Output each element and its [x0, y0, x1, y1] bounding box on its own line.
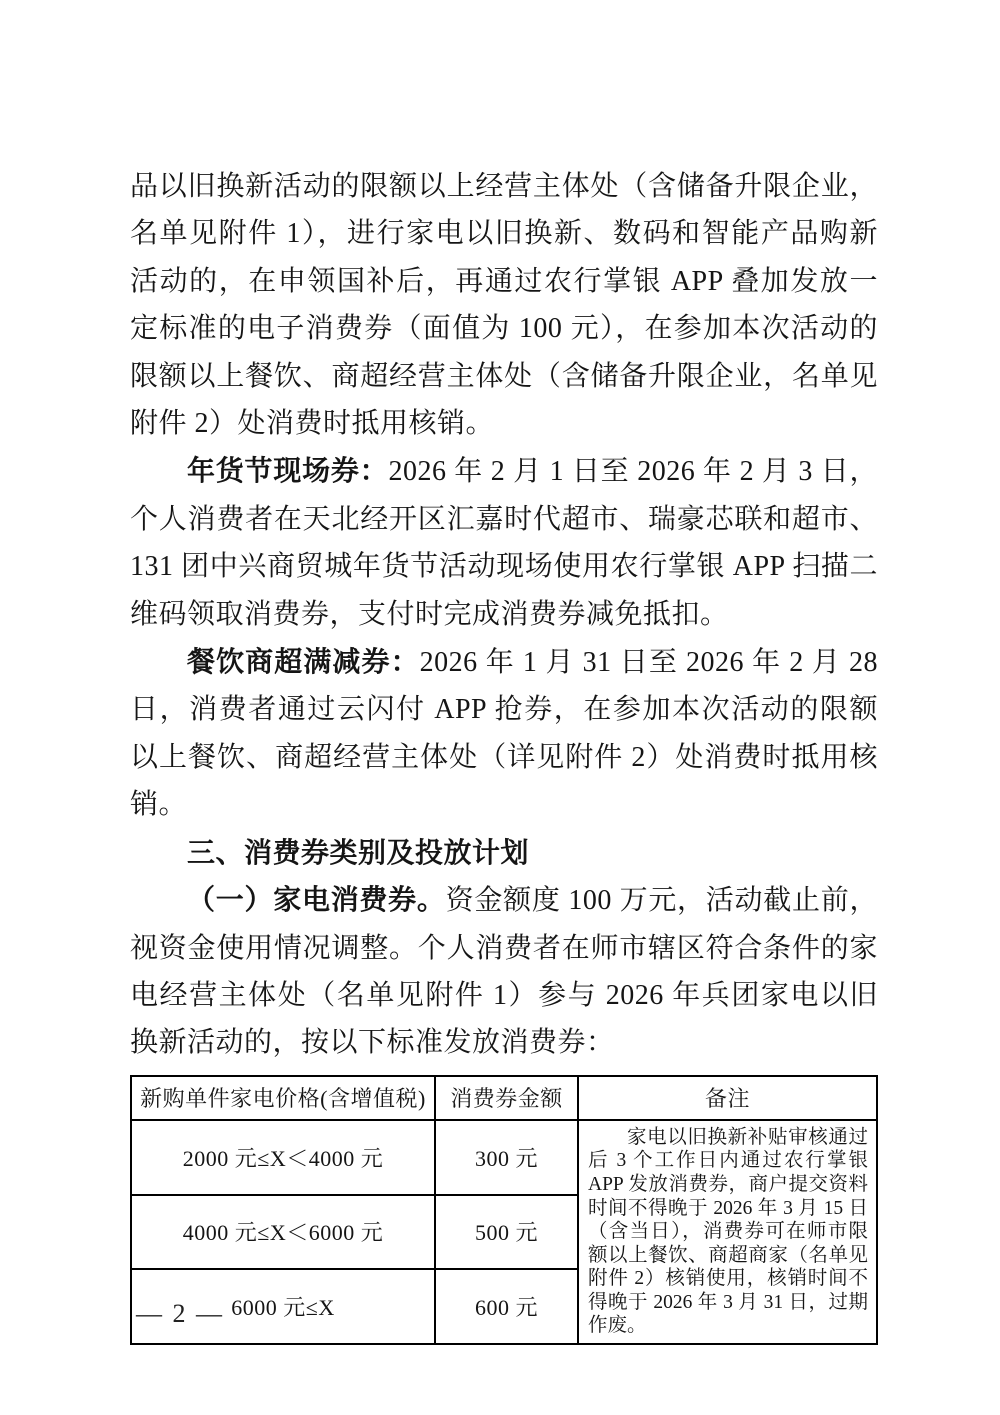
remark-cell: 家电以旧换新补贴审核通过后 3 个工作日内通过农行掌银 APP 发放消费券，商户提交资料时间不得晚于 2026 年 3 月 15 日（含当日），消费券可在师市限额以上餐饮、商超商家（名单见附件 2）核销使用，核销时间不得晚于 2026 年 3 月 31 日，过期作废。: [578, 1120, 877, 1344]
subsection-paragraph: [130, 876, 878, 1067]
column-header-price: 新购单件家电价格(含增值税): [131, 1076, 435, 1120]
body-paragraph: [130, 447, 878, 638]
column-header-remark: 备注: [578, 1076, 877, 1120]
body-paragraph: [130, 638, 878, 829]
paragraph-text: 品以旧换新活动的限额以上经营主体处（含储备升限企业，名单见附件 1），进行家电以旧换新、数码和智能产品购新活动的，在申领国补后，再通过农行掌银 APP 叠加发放一定标准的电子消费券（面值为 100 元），在参加本次活动的限额以上餐饮、商超经营主体处（含储备升限企业，名单见附件 2）处消费时抵用核销。: [130, 171, 878, 440]
table-header-row: [131, 1076, 877, 1120]
page-number: — 2 —: [136, 1299, 224, 1328]
section-heading: 三、消费券类别及投放计划: [187, 836, 530, 868]
paragraph-lead: 餐饮商超满减券：: [187, 646, 420, 678]
voucher-table: [130, 1075, 878, 1345]
voucher-amount-cell: 300 元: [435, 1120, 578, 1195]
table-row: [131, 1120, 877, 1195]
subsection-lead: （一）家电消费券。: [187, 884, 446, 916]
voucher-amount-cell: 500 元: [435, 1195, 578, 1270]
price-range-cell: 2000 元≤X＜4000 元: [131, 1120, 435, 1195]
paragraph-lead: 年货节现场券：: [187, 455, 389, 487]
price-range-cell: 6000 元≤X: [131, 1269, 435, 1344]
column-header-amount: 消费券金额: [435, 1076, 578, 1120]
voucher-amount-cell: 600 元: [435, 1269, 578, 1344]
document-content: [130, 162, 878, 1345]
subsection-text: 资金额度 100 万元，活动截止前，视资金使用情况调整。个人消费者在师市辖区符合条件的家电经营主体处（名单见附件 1）参与 2026 年兵团家电以旧换新活动的，按以下标准发放消费券：: [130, 885, 878, 1059]
paragraph-text: 2026 年 1 月 31 日至 2026 年 2 月 28 日，消费者通过云闪付 APP 抢券，在参加本次活动的限额以上餐饮、商超经营主体处（详见附件 2）处消费时抵用核销。: [130, 647, 878, 821]
body-paragraph: [130, 162, 878, 447]
price-range-cell: 4000 元≤X＜6000 元: [131, 1195, 435, 1270]
paragraph-text: 2026 年 2 月 1 日至 2026 年 2 月 3 日，个人消费者在天北经开区汇嘉时代超市、瑞豪芯联和超市、131 团中兴商贸城年货节活动现场使用农行掌银 APP 扫描二维码领取消费券，支付时完成消费券减免抵扣。: [130, 456, 878, 630]
